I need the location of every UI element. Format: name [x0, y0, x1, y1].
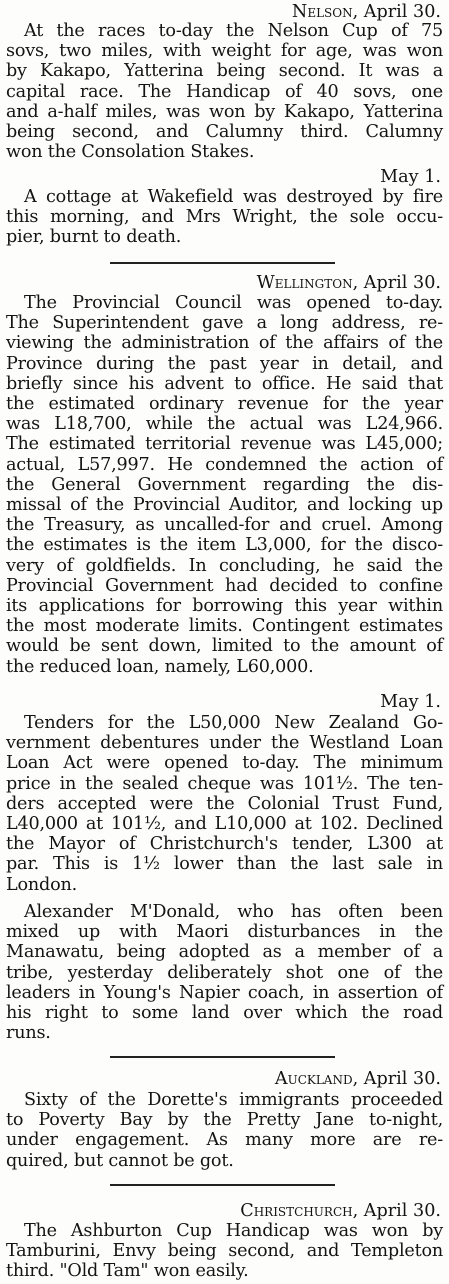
article-line: its applications for borrowing this year within [6, 596, 443, 617]
article-line: L40,000 at 101½, and L10,000 at 102. Declined [6, 814, 443, 835]
article-line: the Treasury, as uncalled-for and cruel. Among [6, 515, 443, 536]
article-line: The estimated territorial revenue was L45,000; [6, 434, 443, 455]
article-line: won the Consolation Stakes. [6, 142, 255, 163]
article-line: third. "Old Tam" won easily. [6, 1261, 249, 1282]
wellington-may1-dateline [380, 692, 441, 712]
debentures-article-body [6, 713, 443, 895]
section-divider [110, 262, 335, 264]
nelson-article-body [6, 21, 443, 162]
article-line: runs. [6, 1023, 51, 1044]
section-divider [110, 1056, 335, 1058]
article-line: being second, and Calumny third. Calumny [6, 122, 443, 143]
article-line: Loan Act were opened to-day. The minimum [6, 753, 443, 774]
article-line: the most moderate limits. Contingent estimates [6, 616, 443, 637]
article-line: Manawatu, being adopted as a member of a [6, 942, 443, 963]
article-line: mixed up with Maori disturbances in the [6, 922, 443, 943]
article-line: quired, but cannot be got. [6, 1150, 234, 1171]
dateline-date: , April 30. [352, 2, 441, 22]
article-line: vernment debentures under the Westland Loan [6, 733, 443, 754]
dateline-place: Wellington [256, 273, 353, 293]
dateline-place: Auckland [274, 1069, 353, 1089]
article-line: Tenders for the L50,000 New Zealand Go- [24, 713, 443, 733]
dateline-date: May 1. [380, 167, 441, 187]
dateline-date: , April 30. [352, 1069, 441, 1089]
auckland-article-body [6, 1090, 443, 1171]
dateline-place: Nelson [291, 2, 353, 22]
wellington-dateline [257, 273, 441, 293]
article-line: At the races to-day the Nelson Cup of 75 [24, 21, 443, 41]
article-line: The Provincial Council was opened to-day. [24, 293, 443, 313]
article-line: the General Government regarding the dis- [6, 474, 443, 495]
article-line: leaders in Young's Napier coach, in assertion of [6, 982, 443, 1003]
article-line: would be sent down, limited to the amount of [6, 636, 443, 657]
article-line: capital race. The Handicap of 40 sovs, one [6, 81, 443, 102]
article-line: and a-half miles, was won by Kakapo, Yatterina [6, 101, 443, 122]
wellington-article-body [6, 293, 443, 677]
article-line: the reduced loan, namely, L60,000. [6, 656, 314, 677]
article-line: was L18,700, while the actual was L24,966. [6, 414, 443, 435]
nelson-dateline [292, 2, 441, 22]
dateline-place: Christchurch [240, 1201, 353, 1221]
article-line: very of goldfields. In concluding, he said the [6, 555, 443, 576]
article-line: briefly since his advent to office. He said that [6, 373, 443, 394]
article-line: The Ashburton Cup Handicap was won by [24, 1221, 443, 1241]
section-divider [110, 1184, 335, 1186]
article-line: by Kakapo, Yatterina being second. It was a [6, 61, 443, 82]
article-line: tribe, yesterday deliberately shot one of the [6, 962, 443, 983]
christchurch-dateline [240, 1201, 441, 1221]
dateline-date: , April 30. [352, 273, 441, 293]
wakefield-article-body [6, 187, 443, 248]
nelson-may1-dateline [380, 167, 441, 187]
dateline-date: May 1. [380, 692, 441, 712]
article-line: Province during the past year in detail, and [6, 353, 443, 374]
article-line: price in the sealed cheque was 101½. The ten- [6, 773, 443, 794]
article-line: his right to some land over which the road [6, 1003, 443, 1024]
article-line: ders accepted were the Colonial Trust Fund, [6, 793, 443, 814]
article-line: pier, burnt to death. [6, 227, 182, 248]
article-line: viewing the administration of the affairs of the [6, 333, 443, 354]
article-line: sovs, two miles, with weight for age, was won [6, 41, 443, 62]
article-line: under engagement. As many more are re- [6, 1130, 443, 1151]
article-line: the estimated ordinary revenue for the year [6, 394, 443, 415]
article-line: A cottage at Wakefield was destroyed by fire [24, 187, 443, 207]
article-line: actual, L57,997. He condemned the action of [6, 454, 443, 475]
article-line: Sixty of the Dorette's immigrants proceeded [24, 1090, 443, 1110]
article-line: the estimates is the item L3,000, for the disco- [6, 535, 443, 556]
article-line: par. This is 1½ lower than the last sale in [6, 854, 443, 875]
article-line: the Mayor of Christchurch's tender, L300 at [6, 834, 443, 855]
article-line: Alexander M'Donald, who has often been [24, 902, 443, 922]
article-line: Provincial Government had decided to confine [6, 575, 443, 596]
christchurch-article-body [6, 1221, 443, 1282]
mdonald-article-body [6, 902, 443, 1043]
article-line: this morning, and Mrs Wright, the sole occu- [6, 207, 443, 228]
article-line: missal of the Provincial Auditor, and locking up [6, 495, 443, 516]
dateline-date: , April 30. [352, 1201, 441, 1221]
article-line: Tamburini, Envy being second, and Templeton [6, 1241, 443, 1262]
article-line: London. [6, 874, 77, 895]
article-line: The Superintendent gave a long address, re- [6, 313, 443, 334]
auckland-dateline [275, 1069, 441, 1089]
article-line: to Poverty Bay by the Pretty Jane to-night, [6, 1110, 443, 1131]
